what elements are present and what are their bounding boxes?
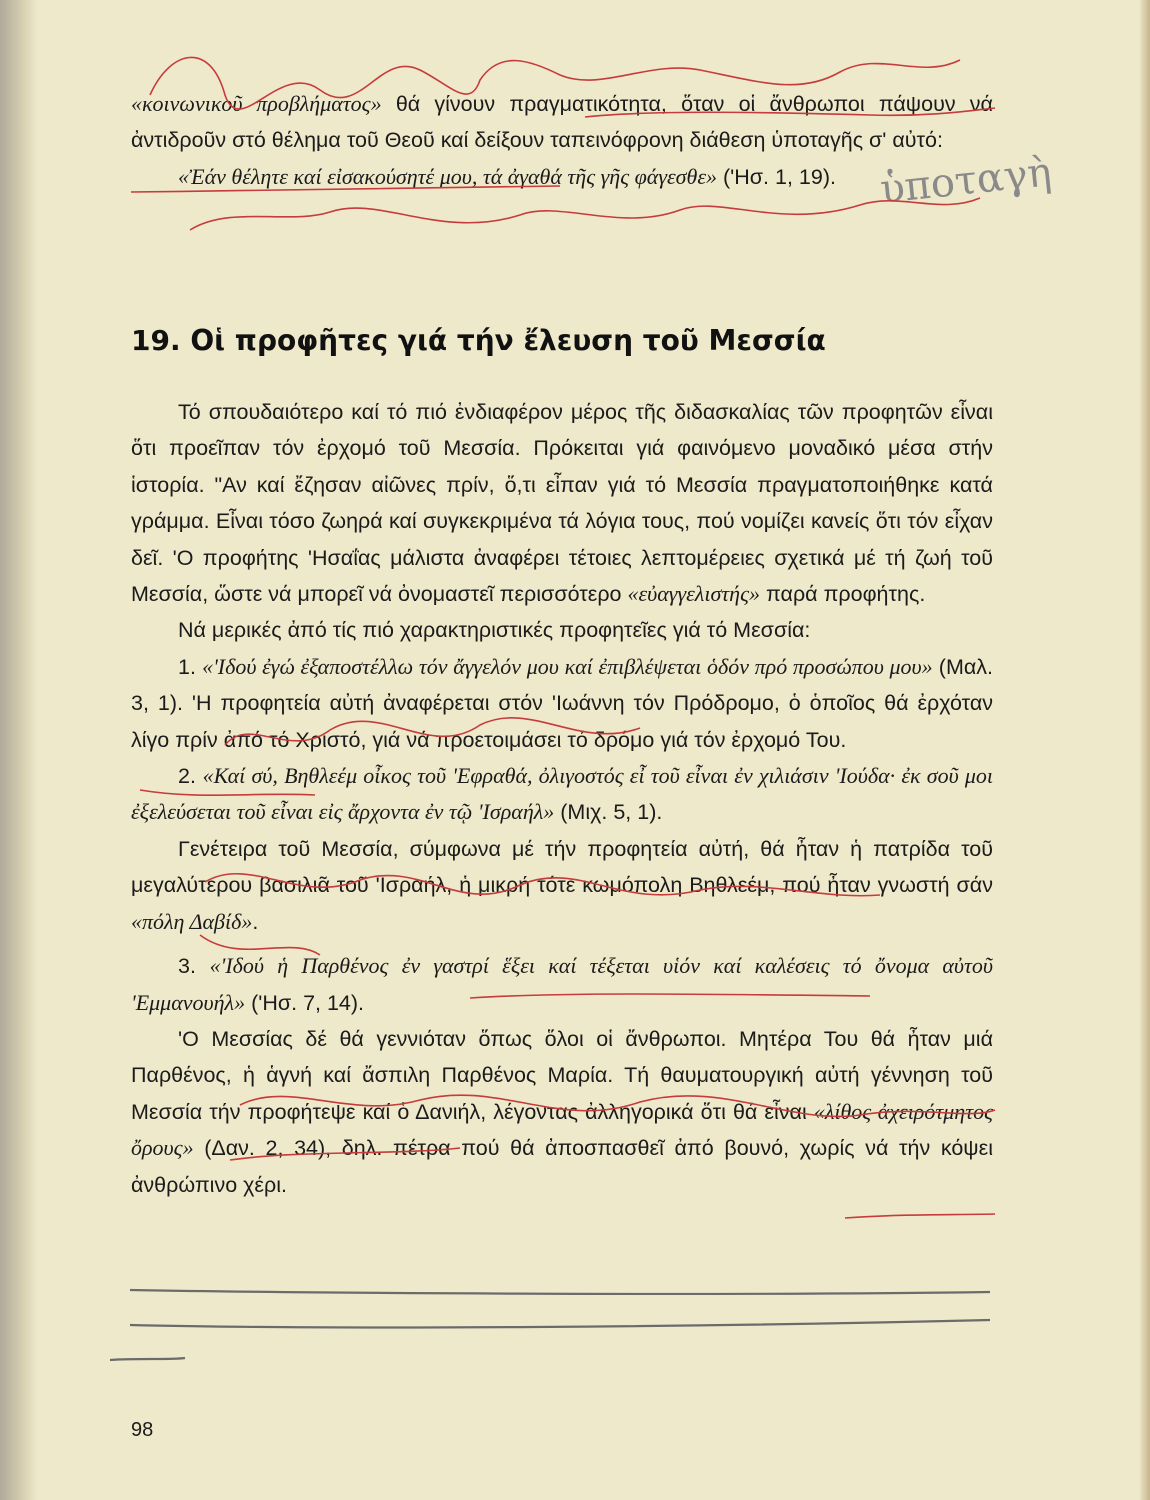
- virgin-birth-text: 'Ο Μεσσίας δέ θά γεννιόταν ὅπως ὅλοι οἱ ἄνθρωποι. Μητέρα Του θά ἦταν μιά Παρθένος, ἡ ἁγνή καί ἄσπιλη Παρθένος Μαρία. Τή θαυματουργική αὐτή γέννηση τοῦ Μεσσία τήν προφήτεψε καί ὁ Δανιήλ, λέγοντας ἀλληγορικά ὅτι θά εἶναι: [131, 1026, 993, 1124]
- micah-ref: (Μιχ. 5, 1).: [554, 800, 663, 825]
- isaiah-7-14-quote: «'Ιδού ἡ Παρθένος ἐν γαστρί ἕξει καί τέξεται υἱόν καί καλέσεις τό ὄνομα αὐτοῦ 'Εμμανουήλ»: [131, 953, 994, 1015]
- intro-text: Τό σπουδαιότερο καί τό πιό ἐνδιαφέρον μέρος τῆς διδασκαλίας τῶν προφητῶν εἶναι ὅτι προεῖπαν τόν ἐρχομό τοῦ Μεσσία. Πρόκειται γιά φαινόμενο μοναδικό μέσα στήν ἱστορία. "Αν καί ἔζησαν αἰῶνες πρίν, ὅ,τι εἶπαν γιά τό Μεσσία πραγματοποιήθηκε κατά γράμμα. Εἶναι τόσο ζωηρά καί συγκεκριμένα τά λόγια τους, πού νομίζει κανείς ὅτι τόν εἶχαν δεῖ. 'Ο προφήτης 'Ησαΐας μάλιστα ἀναφέρει τέτοιες λεπτομέρειες σχετικά μέ τή ζωή τοῦ Μεσσία, ὥστε νά μπορεῖ νά ὀνομαστεῖ περισσότερο: [131, 400, 993, 607]
- bethlehem-paragraph: [131, 831, 993, 940]
- red-strike-thaumatourgiki: [845, 1214, 995, 1218]
- bethlehem-tail: .: [252, 909, 259, 934]
- prophecy-item-2: [131, 758, 993, 831]
- quote-social-problem: «κοινωνικοῦ προβλήματος»: [131, 91, 382, 116]
- virgin-birth-tail: (Δαν. 2, 34), δηλ. πέτρα πού θά ἀποσπασθεῖ ἀπό βουνό, χωρίς νά τήν κόψει ἀνθρώπινο χέρι.: [131, 1136, 993, 1197]
- intro-tail: παρά προφήτης.: [760, 582, 926, 607]
- page-number: 98: [131, 1419, 154, 1441]
- virgin-birth-paragraph: [131, 1021, 993, 1203]
- isaiah-7-14-ref: ('Ησ. 7, 14).: [245, 990, 365, 1015]
- daniel-quote: «λίθος ἀχειρότμητος ὄρους»: [131, 1098, 993, 1161]
- malachi-ref: (Μαλ. 3, 1). 'Η προφητεία αὐτή ἀναφέρεται στόν 'Ιωάννη τόν Πρόδρομο, ὁ ὁποῖος θά ἐρχόταν λίγο πρίν ἀπό τό Χριστό, γιά νά προετοιμάσει τό δρόμο γιά τόν ἐρχομό Του.: [131, 654, 994, 752]
- micah-quote: «Καί σύ, Βηθλεέμ οἶκος τοῦ 'Εφραθά, ὀλιγοστός εἶ τοῦ εἶναι ἐν χιλιάσιν 'Ιούδα· ἐκ σοῦ μοι ἐξελεύσεται τοῦ εἶναι εἰς ἄρχοντα ἐν τῷ 'Ισραήλ»: [131, 763, 993, 825]
- section-heading: 19. Οἱ προφῆτες γιά τήν ἔλευση τοῦ Μεσσία: [131, 324, 826, 357]
- item-number: 2.: [178, 764, 203, 789]
- red-loops-quote: [190, 198, 980, 230]
- top-paragraph-text: θά γίνουν πραγματικότητα, ὅταν οἱ ἄνθρωποι πάψουν νά ἀντιδροῦν στό θέλημα τοῦ Θεοῦ καί δείξουν ταπεινόφρονη διάθεση ὑποταγῆς σ' αὐτό:: [131, 92, 993, 153]
- pencil-underline-daniel: [130, 1290, 990, 1294]
- item-number: 1.: [178, 654, 203, 679]
- pencil-underline-last: [110, 1320, 990, 1360]
- top-passage: [131, 86, 993, 195]
- isaiah-quote-paragraph: [131, 159, 993, 195]
- page-shadow-left: [0, 0, 38, 1500]
- page-edge-right: [1140, 0, 1150, 1500]
- evangelist-quote: «εὐαγγελιστής»: [627, 581, 761, 607]
- top-paragraph: [131, 86, 993, 159]
- section-body: [131, 394, 993, 1203]
- prophecy-item-3: [131, 948, 993, 1021]
- list-intro: Νά μερικές ἀπό τίς πιό χαρακτηριστικές προφητεῖες γιά τό Μεσσία:: [178, 618, 811, 643]
- malachi-quote: «'Ιδού ἐγώ ἐξαποστέλλω τόν ἄγγελόν μου καί ἐπιβλέψεται ὁδόν πρό προσώπου μου»: [202, 653, 933, 679]
- handwritten-margin-note: ὑποταγὴ: [878, 149, 1054, 213]
- prophecy-item-1: [131, 649, 993, 758]
- city-of-david-quote: «πόλη Δαβίδ»: [131, 908, 253, 934]
- isaiah-1-19-quote: «Ἐάν θέλητε καί εἰσακούσητέ μου, τά ἀγαθά τῆς γῆς φάγεσθε»: [178, 163, 718, 189]
- isaiah-1-19-ref: ('Ησ. 1, 19).: [717, 164, 836, 189]
- item-number: 3.: [178, 954, 210, 979]
- bethlehem-text: Γενέτειρα τοῦ Μεσσία, σύμφωνα μέ τήν προφητεία αὐτή, θά ἦταν ἡ πατρίδα τοῦ μεγαλύτερου βασιλιᾶ τοῦ 'Ισραήλ, ἡ μικρή τότε κωμόπολη Βηθλεέμ, πού ἦταν γνωστή σάν: [131, 836, 993, 898]
- intro-paragraph: [131, 394, 993, 612]
